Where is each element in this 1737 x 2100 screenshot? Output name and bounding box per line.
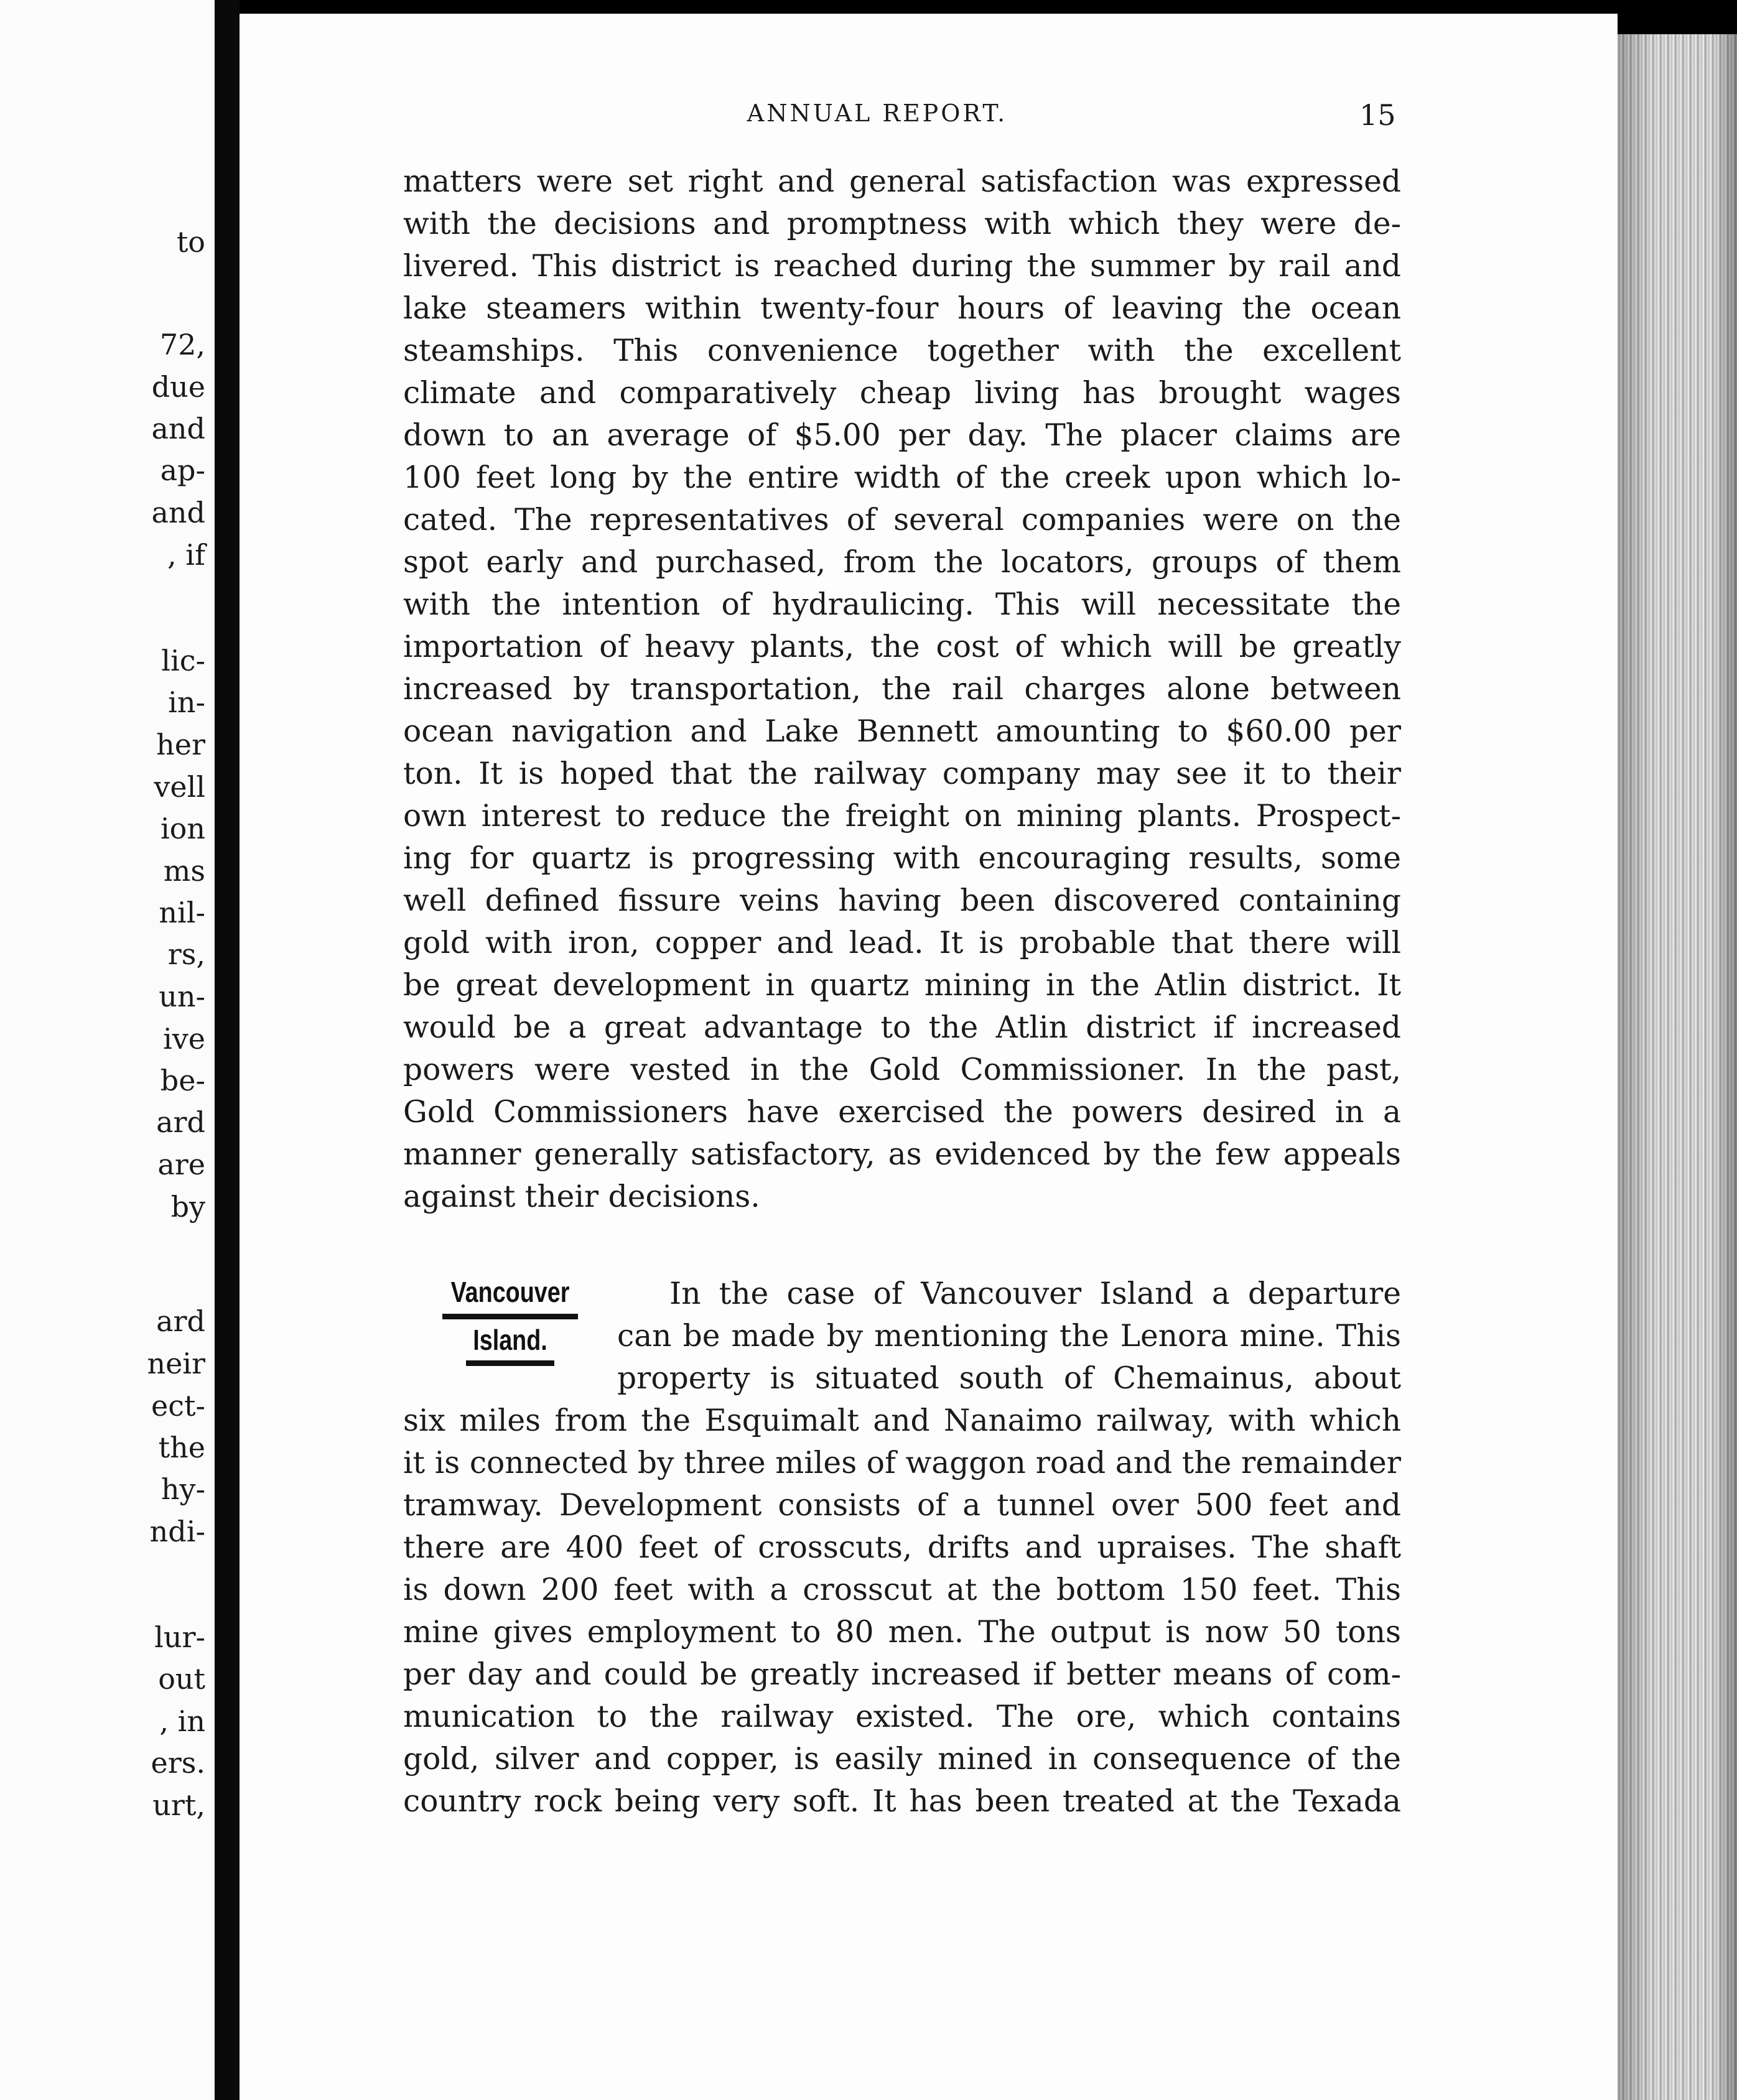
facing-page-line: due bbox=[151, 370, 205, 404]
facing-page-line: rs, bbox=[167, 937, 205, 971]
text-line: matters were set right and general satisfaction was expressed bbox=[403, 164, 1401, 199]
facing-page-line: hy- bbox=[161, 1472, 205, 1506]
text-line: steamships. This convenience together with the excellent bbox=[403, 333, 1401, 368]
facing-page-line: ndi- bbox=[149, 1515, 205, 1548]
facing-page-line: lic- bbox=[161, 644, 205, 677]
text-line: be great development in quartz mining in the Atlin district. It bbox=[403, 968, 1401, 1003]
facing-page-line: nil- bbox=[159, 896, 205, 929]
text-line: would be a great advantage to the Atlin district if increased bbox=[403, 1010, 1401, 1045]
text-line: per day and could be greatly increased if better means of com- bbox=[403, 1657, 1401, 1692]
facing-page-line: and bbox=[151, 412, 205, 445]
facing-page-line: ion bbox=[160, 812, 205, 845]
text-line: livered. This district is reached during the summer by rail and bbox=[403, 249, 1401, 284]
facing-page-line: be- bbox=[160, 1064, 205, 1097]
text-line: well defined fissure veins having been discovered containing bbox=[403, 883, 1401, 918]
page-number: 15 bbox=[1359, 98, 1396, 132]
text-line: importation of heavy plants, the cost of which will be greatly bbox=[403, 630, 1401, 664]
text-line: cated. The representatives of several companies were on the bbox=[403, 503, 1401, 537]
facing-page-line: ard bbox=[156, 1105, 205, 1139]
facing-page-line: in- bbox=[168, 685, 205, 719]
facing-page-line: urt, bbox=[152, 1788, 205, 1822]
facing-page-line: , in bbox=[159, 1704, 205, 1738]
paragraph-atlin bbox=[403, 160, 1401, 1218]
facing-page-line: ers. bbox=[151, 1746, 205, 1780]
facing-page-line: her bbox=[156, 728, 205, 761]
text-line: climate and comparatively cheap living has brought wages bbox=[403, 376, 1401, 411]
text-line: lake steamers within twenty-four hours of leaving the ocean bbox=[403, 291, 1401, 326]
facing-page-line: ap- bbox=[160, 453, 205, 487]
facing-page-line: vell bbox=[154, 770, 205, 804]
facing-page-line: neir bbox=[147, 1347, 205, 1380]
text-line: is down 200 feet with a crosscut at the bottom 150 feet. This bbox=[403, 1573, 1401, 1607]
text-line: increased by transportation, the rail charges alone between bbox=[403, 672, 1401, 707]
facing-page-line: by bbox=[170, 1190, 205, 1224]
facing-page-line: ive bbox=[163, 1022, 205, 1056]
text-line: mine gives employment to 80 men. The output is now 50 tons bbox=[403, 1615, 1401, 1650]
text-line: with the decisions and promptness with which they were de- bbox=[403, 207, 1401, 241]
text-line: In the case of Vancouver Island a departure bbox=[669, 1276, 1401, 1311]
sidenote-line-2: Island. bbox=[473, 1324, 547, 1356]
text-line: powers were vested in the Gold Commissioner. In the past, bbox=[403, 1052, 1401, 1087]
text-line: own interest to reduce the freight on mining plants. Prospect- bbox=[403, 799, 1401, 834]
text-line: with the intention of hydraulicing. This will necessitate the bbox=[403, 587, 1401, 622]
facing-page-line: ect- bbox=[151, 1389, 205, 1423]
text-line: gold, silver and copper, is easily mined in consequence of the bbox=[403, 1742, 1401, 1777]
text-line: tramway. Development consists of a tunnel over 500 feet and bbox=[403, 1488, 1401, 1523]
facing-page-line: and bbox=[151, 496, 205, 529]
facing-page-line: to bbox=[176, 225, 205, 259]
facing-page-line: lur- bbox=[154, 1620, 205, 1654]
text-line: property is situated south of Chemainus, about bbox=[617, 1361, 1401, 1396]
facing-page-line: , if bbox=[167, 538, 205, 572]
facing-page-line: the bbox=[158, 1431, 205, 1464]
book-gutter bbox=[215, 0, 240, 2100]
text-line: ton. It is hoped that the railway company may see it to their bbox=[403, 756, 1401, 791]
facing-page-line: 72, bbox=[159, 328, 205, 361]
text-line: down to an average of $5.00 per day. The placer claims are bbox=[403, 418, 1401, 453]
text-line: country rock being very soft. It has been treated at the Texada bbox=[403, 1784, 1401, 1819]
text-line: against their decisions. bbox=[403, 1179, 760, 1214]
text-line: ing for quartz is progressing with encouraging results, some bbox=[403, 841, 1401, 876]
text-line: gold with iron, copper and lead. It is probable that there will bbox=[403, 926, 1401, 960]
page-edges-shadow bbox=[1618, 34, 1737, 2100]
paragraph-vancouver-island bbox=[403, 1273, 1401, 1823]
text-line: can be made by mentioning the Lenora mine. This bbox=[617, 1319, 1401, 1354]
text-line: ocean navigation and Lake Bennett amounting to $60.00 per bbox=[403, 714, 1401, 749]
text-line: it is connected by three miles of waggon road and the remainder bbox=[403, 1446, 1401, 1480]
facing-page-line: ard bbox=[156, 1304, 205, 1338]
sidenote-line-1: Vancouver bbox=[450, 1276, 570, 1308]
text-line: munication to the railway existed. The ore, which contains bbox=[403, 1699, 1401, 1734]
facing-page-line: out bbox=[158, 1662, 205, 1696]
facing-page-line: un- bbox=[159, 980, 205, 1013]
running-head: ANNUAL REPORT. bbox=[747, 100, 1008, 127]
text-line: manner generally satisfactory, as evidenced by the few appeals bbox=[403, 1137, 1401, 1172]
facing-page-line: are bbox=[157, 1148, 205, 1181]
facing-page-line: ms bbox=[163, 854, 205, 888]
text-line: Gold Commissioners have exercised the powers desired in a bbox=[403, 1095, 1401, 1130]
text-line: there are 400 feet of crosscuts, drifts and upraises. The shaft bbox=[403, 1530, 1401, 1565]
text-line: spot early and purchased, from the locators, groups of them bbox=[403, 545, 1401, 580]
text-line: six miles from the Esquimalt and Nanaimo railway, with which bbox=[403, 1403, 1401, 1438]
text-line: 100 feet long by the entire width of the creek upon which lo- bbox=[403, 460, 1401, 495]
